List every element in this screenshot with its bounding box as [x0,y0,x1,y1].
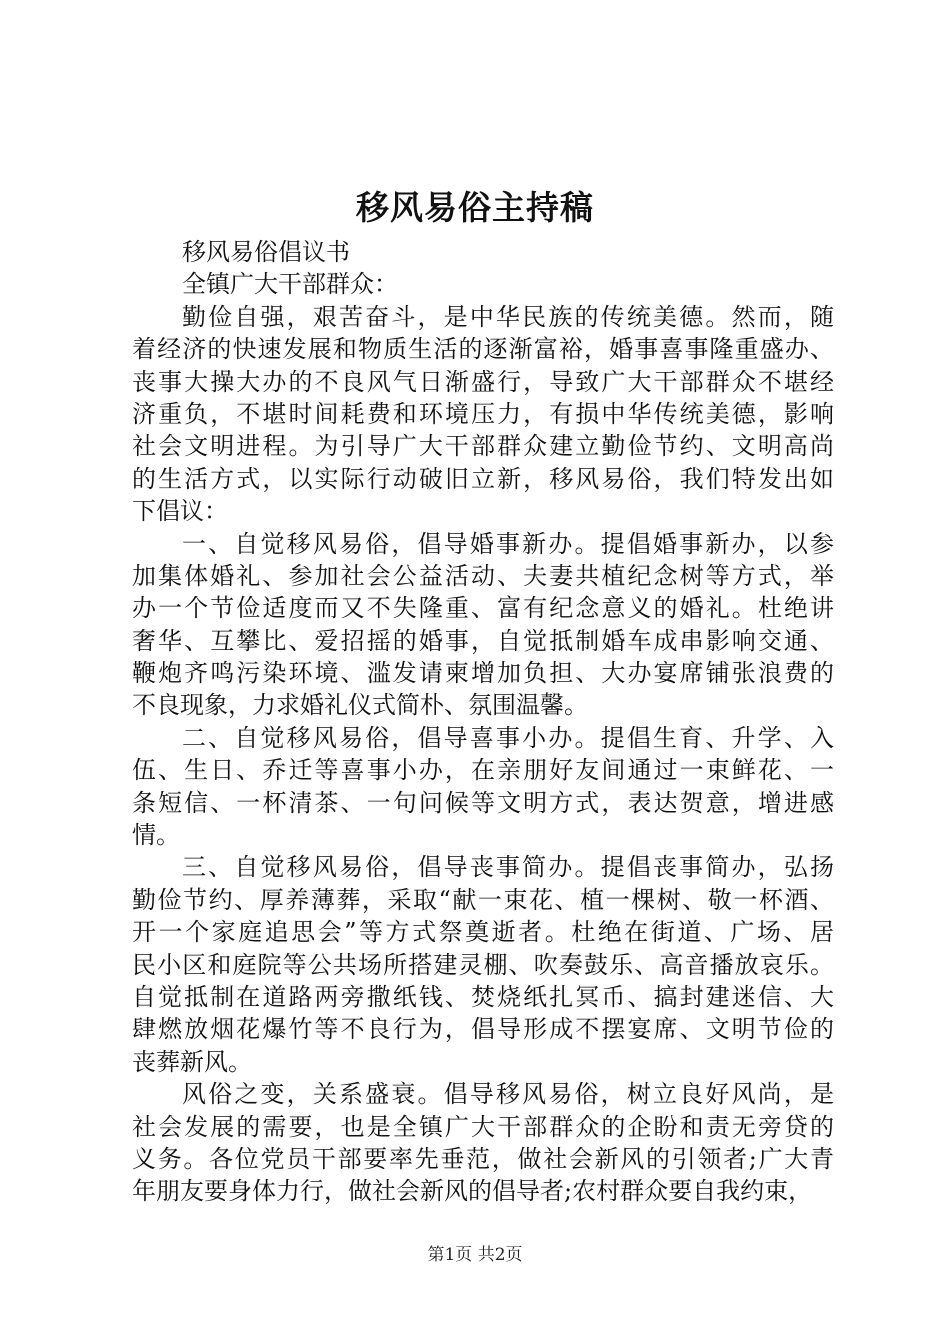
paragraph-line: 移风易俗倡议书 [182,238,350,266]
paragraph-line: 的生活方式，以实际行动破旧立新，移风易俗，我们特发出如 [132,464,834,493]
paragraph-line: 下倡议： [132,497,228,526]
page-footer: 第1页 共2页 [427,1245,523,1265]
paragraph-line: 民小区和庭院等公共场所搭建灵棚、吹奏鼓乐、高音播放哀乐。 [132,950,834,979]
paragraph-line: 社会发展的需要，也是全镇广大干部群众的企盼和责无旁贷的 [132,1112,834,1141]
paragraph-line: 着经济的快速发展和物质生活的逐渐富裕，婚事喜事隆重盛办、 [132,335,834,364]
paragraph-line: 风俗之变，关系盛衰。倡导移风易俗，树立良好风尚，是 [182,1080,834,1109]
paragraph-line: 一、自觉移风易俗，倡导婚事新办。提倡婚事新办，以参 [182,529,834,558]
paragraph-line: 办一个节俭适度而又不失隆重、富有纪念意义的婚礼。杜绝讲 [132,594,834,623]
paragraph-line: 全镇广大干部群众： [182,270,398,299]
paragraph-line: 开一个家庭追思会”等方式祭奠逝者。杜绝在街道、广场、居 [132,918,834,947]
document-body [132,236,834,1208]
paragraph-line: 条短信、一杯清茶、一句问候等文明方式，表达贺意，增进感 [132,788,834,817]
paragraph [132,722,834,852]
paragraph-line: 伍、生日、乔迁等喜事小办，在亲朋好友间通过一束鲜花、一 [132,756,834,785]
paragraph-line: 肆燃放烟花爆竹等不良行为，倡导形成不摆宴席、文明节俭的 [132,1015,834,1044]
paragraph-line: 勤俭节约、厚养薄葬，采取“献一束花、植一棵树、敬一杯酒、 [132,885,834,914]
paragraph [132,528,834,722]
paragraph-line: 济重负，不堪时间耗费和环境压力，有损中华传统美德，影响 [132,399,834,428]
paragraph [132,1078,834,1208]
paragraph [132,236,834,268]
paragraph-line: 年朋友要身体力行，做社会新风的倡导者;农村群众要自我约束， [132,1177,813,1206]
paragraph [132,301,834,528]
paragraph-line: 社会文明进程。为引导广大干部群众建立勤俭节约、文明高尚 [132,432,834,461]
paragraph [132,268,834,300]
paragraph-line: 自觉抵制在道路两旁撒纸钱、焚烧纸扎冥币、搞封建迷信、大 [132,982,834,1011]
paragraph-line: 鞭炮齐鸣污染环境、滥发请柬增加负担、大办宴席铺张浪费的 [132,659,834,688]
paragraph [132,851,834,1078]
paragraph-line: 不良现象，力求婚礼仪式简朴、氛围温馨。 [132,691,588,720]
paragraph-line: 丧葬新风。 [132,1047,252,1076]
paragraph-line: 义务。各位党员干部要率先垂范，做社会新风的引领者;广大青 [132,1144,834,1173]
paragraph-line: 情。 [132,821,180,850]
paragraph-line: 二、自觉移风易俗，倡导喜事小办。提倡生育、升学、入 [182,723,834,752]
paragraph-line: 丧事大操大办的不良风气日渐盛行，导致广大干部群众不堪经 [132,367,834,396]
document-title: 移风易俗主持稿 [356,188,594,227]
paragraph-line: 加集体婚礼、参加社会公益活动、夫妻共植纪念树等方式，举 [132,561,834,590]
paragraph-line: 勤俭自强，艰苦奋斗，是中华民族的传统美德。然而，随 [182,302,834,331]
paragraph-line: 奢华、互攀比、爱招摇的婚事，自觉抵制婚车成串影响交通、 [132,626,834,655]
paragraph-line: 三、自觉移风易俗，倡导丧事简办。提倡丧事简办，弘扬 [182,853,834,882]
